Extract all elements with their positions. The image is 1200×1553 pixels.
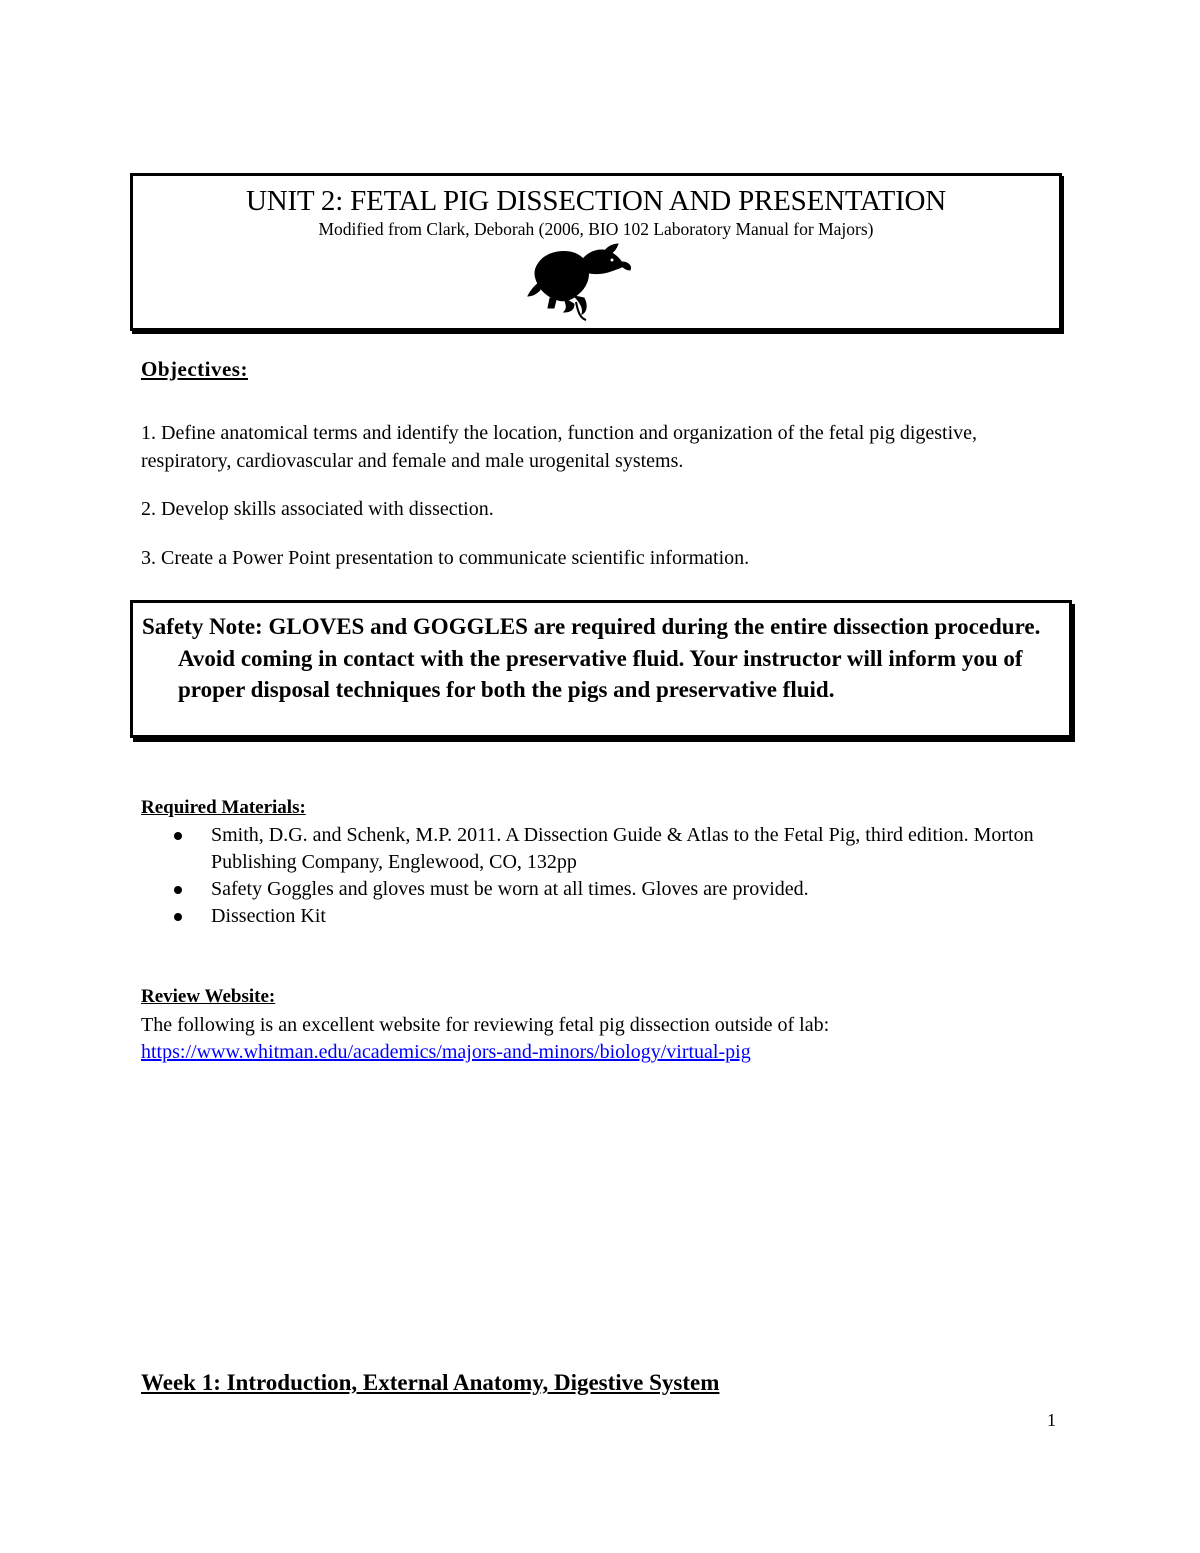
safety-note-text: GLOVES and GOGGLES are required during the entire dissection procedure. Avoid coming in contact with the preservative fluid. Your instructor will inform you of proper disposal techniques for both the pigs and preservative fluid.: [178, 614, 1041, 702]
required-materials-list: [141, 822, 1061, 930]
fetal-pig-silhouette-icon: [524, 242, 636, 322]
list-item: [141, 903, 1061, 930]
safety-note-box: [130, 600, 1072, 738]
safety-note-label: Safety Note:: [142, 614, 263, 639]
objective-item: 2. Develop skills associated with dissection.: [141, 498, 494, 520]
unit-title: UNIT 2: FETAL PIG DISSECTION AND PRESENTATION: [245, 185, 947, 217]
objective-item: 3. Create a Power Point presentation to communicate scientific information.: [141, 547, 750, 569]
bullet-icon: [174, 886, 182, 894]
list-item: [141, 822, 1061, 876]
objective-item: 1. Define anatomical terms and identify the location, function and organization of the fetal pig digestive, respiratory, cardiovascular and female and male urogenital systems.: [141, 422, 978, 472]
list-item-text: Safety Goggles and gloves must be worn at all times. Gloves are provided.: [211, 878, 809, 900]
review-website-text: The following is an excellent website for reviewing fetal pig dissection outside of lab:: [141, 1014, 830, 1036]
safety-note: [142, 611, 1068, 706]
bullet-icon: [174, 913, 182, 921]
objectives-heading: Objectives:: [141, 357, 248, 381]
required-materials-heading: Required Materials:: [141, 797, 306, 818]
review-website-heading: Review Website:: [141, 986, 276, 1007]
list-item-text: Dissection Kit: [211, 905, 326, 927]
list-item: [141, 876, 1061, 903]
unit-subtitle: Modified from Clark, Deborah (2006, BIO 102 Laboratory Manual for Majors): [318, 219, 874, 239]
virtual-pig-link[interactable]: https://www.whitman.edu/academics/majors-and-minors/biology/virtual-pig: [141, 1041, 751, 1063]
week-1-heading: Week 1: Introduction, External Anatomy, Digestive System: [141, 1370, 720, 1395]
list-item-text: Smith, D.G. and Schenk, M.P. 2011. A Dissection Guide & Atlas to the Fetal Pig, third edition. Morton Publishing Company, Englewood, CO, 132pp: [211, 824, 1034, 873]
page-number: 1: [1047, 1410, 1056, 1430]
bullet-icon: [174, 832, 182, 840]
